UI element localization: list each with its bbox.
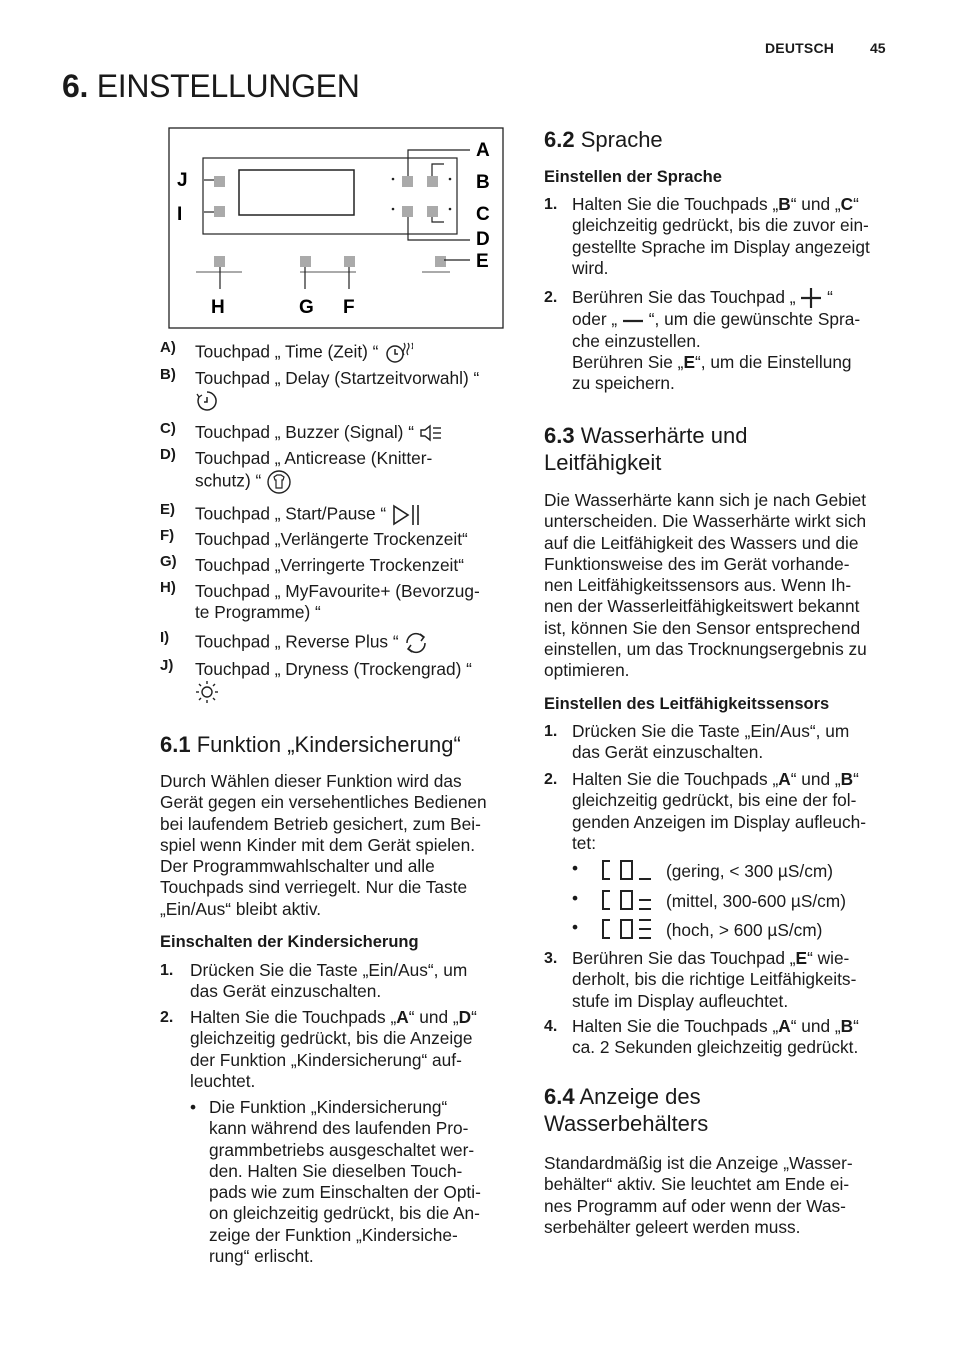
section-6-2-subhead: Einstellen der Sprache	[544, 168, 722, 186]
pad-f	[344, 256, 355, 267]
buzzer-icon	[419, 423, 443, 443]
minus-icon	[622, 315, 644, 327]
page-title	[62, 68, 360, 105]
section-6-4-body: Standardmäßig ist die Anzeige „Wasser- behälter“ aktiv. Sie leuchtet am Ende ei- nes Programm auf oder wenn der Was- serbehälter geleert werden muss.	[544, 1153, 853, 1237]
delay-clock-icon	[195, 389, 219, 413]
s61-step-1: 1. Drücken Sie die Taste „Ein/Aus“, um das Gerät einzuschalten.	[160, 960, 468, 1002]
start-pause-icon	[391, 503, 421, 527]
anticrease-icon	[266, 469, 292, 495]
pad-b	[427, 176, 438, 187]
section-6-3-heading: 6.3 Wasserhärte und Leitfähigkeit	[544, 423, 748, 475]
s63-step-1: 1. Drücken Sie die Taste „Ein/Aus“, um das Gerät einzuschalten.	[544, 721, 850, 763]
plus-icon	[800, 287, 822, 309]
label-g: G	[299, 297, 314, 318]
pad-g	[300, 256, 311, 267]
title-text: EINSTELLUNGEN	[96, 68, 360, 104]
pad-e	[435, 256, 446, 267]
s63-step-4: 4. Halten Sie die Touchpads „A“ und „B“ ca. 2 Sekunden gleichzeitig gedrückt.	[544, 1016, 859, 1058]
section-6-1-body: Durch Wählen dieser Funktion wird das Gerät gegen ein versehentliches Bedienen bei laufendem Betrieb gesichert, zum Bei- spiel wenn Kinder mit dem Gerät spielen. Der Programmwahlschalter und alle Touchpads sind verriegelt. Nur die Taste „Ein/Aus“ bleibt aktiv.	[160, 771, 487, 919]
s62-step-1: 1. Halten Sie die Touchpads „B“ und „C“ gleichzeitig gedrückt, bis die zuvor ein- gestellte Sprache im Display angezeigt wird.	[544, 194, 870, 278]
s63-step-2: 2. Halten Sie die Touchpads „A“ und „B“ gleichzeitig gedrückt, bis eine der fol- genden Anzeigen im Display aufleuch- tet:	[544, 769, 866, 853]
s63-step-3: 3. Berühren Sie das Touchpad „E“ wie- derholt, bis die richtige Leitfähigkeits- stufe im Display aufleuchtet.	[544, 948, 857, 1011]
section-6-3-subhead: Einstellen des Leitfähigkeitssensors	[544, 695, 830, 713]
section-6-4-heading: 6.4 Anzeige des Wasserbehälters	[544, 1084, 709, 1136]
section-6-3-body: Die Wasserhärte kann sich je nach Gebiet unterscheiden. Die Wasserhärte wirkt sich auf die Leitfähigkeit des Wassers und die Funktionsweise des im Gerät vorhande- nen Leitfähigkeitssensors aus. Wenn Ih- nen der Wasserleitfähigkeitswert bekannt ist, können Sie den Sensor entsprechend einstellen, um das Trocknungsergebnis zu optimieren.	[544, 490, 867, 681]
pad-i	[214, 206, 225, 217]
title-number: 6.	[62, 68, 89, 104]
pad-c	[427, 206, 438, 217]
display-c0-high-icon	[601, 918, 653, 940]
reverse-plus-icon	[403, 631, 429, 655]
pad-j	[214, 176, 225, 187]
header-language: DEUTSCH	[765, 40, 835, 56]
section-6-2-heading: 6.2 Sprache	[544, 127, 663, 152]
section-6-1-subhead: Einschalten der Kindersicherung	[160, 933, 419, 951]
label-h: H	[211, 297, 225, 318]
label-e: E	[476, 251, 489, 272]
time-steam-icon	[383, 341, 413, 365]
pad-d	[402, 206, 413, 217]
s61-sub-bullet: • Die Funktion „Kindersicherung“ kann während des laufenden Pro- grammbetriebs ausgeschaltet wer- den. Halten Sie dieselben Touch- pads wie zum Einschalten der Opti- on gleichzeitig gedrückt, bis die An- zeige der Funktion „Kindersiche- rung“ erlischt.	[190, 1097, 481, 1267]
s61-step-2: 2. Halten Sie die Touchpads „A“ und „D“ gleichzeitig gedrückt, bis die Anzeige der Funktion „Kindersicherung“ auf- leuchtet.	[160, 1007, 477, 1091]
s62-step-2: 2. Berühren Sie das Touchpad „ “ oder „ “, um die gewünschte Spra- che einzustellen. Berühren Sie „E“, um die Einstellung zu speichern.	[544, 287, 861, 394]
display-c0-medium-icon	[601, 889, 653, 911]
label-i: I	[177, 204, 183, 225]
page-number: 45	[870, 40, 886, 56]
dryness-sun-icon	[195, 680, 219, 704]
label-d: D	[476, 229, 490, 250]
label-a: A	[476, 140, 490, 161]
pad-a	[402, 176, 413, 187]
label-b: B	[476, 172, 490, 193]
label-j: J	[177, 170, 188, 191]
display-c0-low-icon	[601, 859, 653, 881]
label-f: F	[343, 297, 355, 318]
label-c: C	[476, 204, 490, 225]
pad-h	[214, 256, 225, 267]
control-panel-diagram	[160, 122, 510, 337]
section-6-1-heading: 6.1 Funktion „Kindersicherung“	[160, 732, 461, 757]
